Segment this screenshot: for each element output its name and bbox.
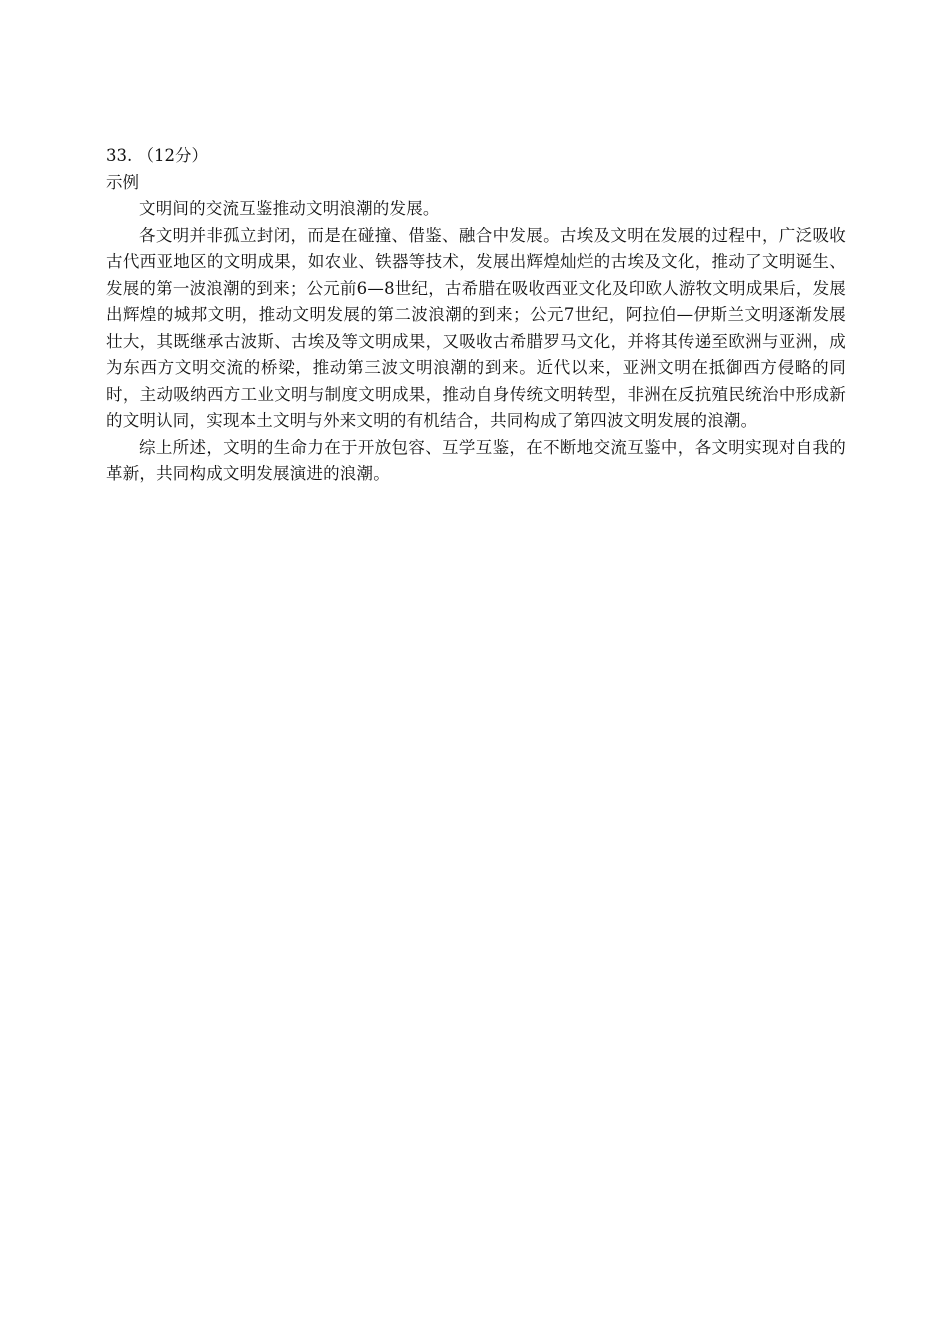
answer-document	[106, 143, 846, 488]
conclusion-paragraph: 综上所述，文明的生命力在于开放包容、互学互鉴，在不断地交流互鉴中，各文明实现对自我的革新，共同构成文明发展演进的浪潮。	[106, 437, 846, 483]
question-header: 33. （12分）	[106, 146, 208, 165]
body-paragraph: 各文明并非孤立封闭，而是在碰撞、借鉴、融合中发展。古埃及文明在发展的过程中，广泛吸收古代西亚地区的文明成果，如农业、铁器等技术，发展出辉煌灿烂的古埃及文化，推动了文明诞生、发展的第一波浪潮的到来；公元前6—8世纪，古希腊在吸收西亚文化及印欧人游牧文明成果后，发展出辉煌的城邦文明，推动文明发展的第二波浪潮的到来；公元7世纪，阿拉伯—伊斯兰文明逐渐发展壮大，其既继承古波斯、古埃及等文明成果，又吸收古希腊罗马文化，并将其传递至欧洲与亚洲，成为东西方文明交流的桥梁，推动第三波文明浪潮的到来。近代以来，亚洲文明在抵御西方侵略的同时，主动吸纳西方工业文明与制度文明成果，推动自身传统文明转型，非洲在反抗殖民统治中形成新的文明认同，实现本土文明与外来文明的有机结合，共同构成了第四波文明发展的浪潮。	[106, 225, 846, 430]
example-label: 示例	[106, 172, 139, 192]
thesis-paragraph: 文明间的交流互鉴推动文明浪潮的发展。	[139, 199, 440, 218]
